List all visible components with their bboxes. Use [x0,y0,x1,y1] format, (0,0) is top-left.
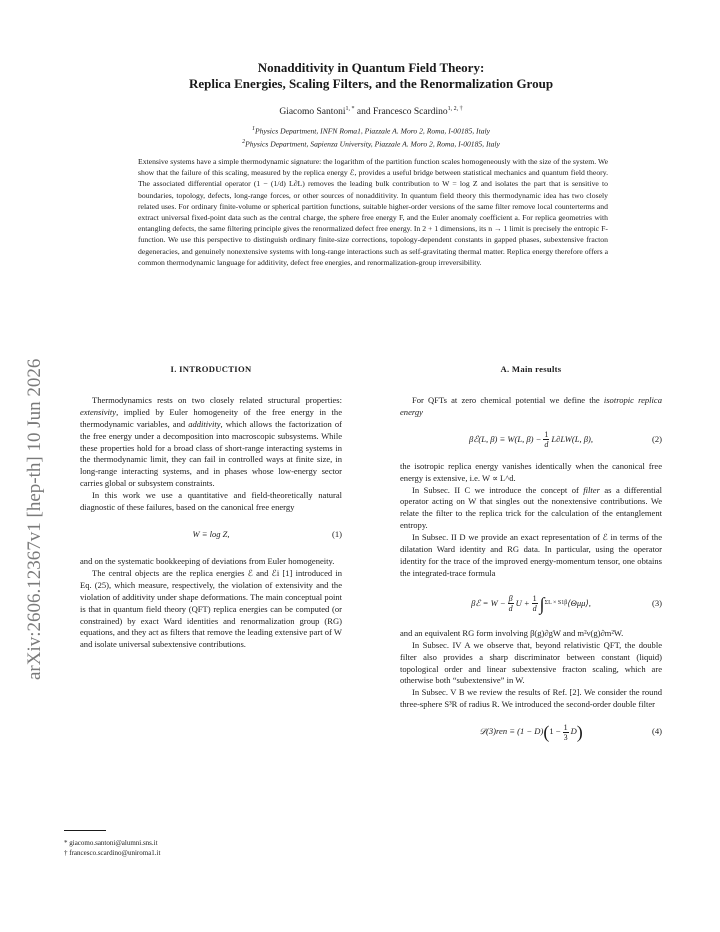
footnote-rule [64,830,106,831]
equation-4-number: (4) [652,726,662,737]
section-heading-introduction: I. INTRODUCTION [170,364,252,374]
footnote-email-2[interactable]: † francesco.scardino@uniroma1.it [64,849,161,857]
arxiv-identifier-stamp [12,260,52,700]
equation-2-number: (2) [652,433,662,444]
equation-2: βℰ(L, β) ≡ W(L, β) − $\frac{1}{d}$ L∂LW(L, β), (2) [468,430,662,450]
equation-4-fraction: $\frac{1}{3}$ [563,722,568,742]
title-line-2: Replica Energies, Scaling Filters, and the Renormalization Group [188,76,554,91]
equation-2-fraction: $\frac{1}{d}$ [544,430,549,450]
intro-paragraph-3: and on the systematic bookkeeping of deviations from Euler homogeneity. [80,555,335,566]
author-2: Francesco Scardino [373,107,448,118]
equation-1-body: W ≡ log Z, [192,529,230,540]
left-column [80,364,342,651]
equation-1 [80,524,342,546]
results-paragraph-4: In Subsec. II D we provide an exact representation of ℰ in terms of the dilatation Ward identity and RG data. In particular, using the operator identity for the trace of the improved energy-momentum tensor, one obtains the integrated-trace formula [400,532,662,578]
intro-paragraph-4: The central objects are the replica energies ℰ and ℰi [1] introduced in Eq. (25), which measure, respectively, the violation of extensivity and the violation of additivity under shape deformations. The main conceptual point is that in quantum field theory (QFT) replica energies can be computed (or constrained) by exact Ward identities and renormalization group (RG) equations, and they act as filters that remove the leading extensive part of W and isolate universal subextensive contributions. [80,567,342,650]
affiliation-1: $^1$Physics Department, INFN Roma1, Piazzale A. Moro 2, Roma, I-00185, Italy [252,126,490,136]
affiliations [128,124,614,149]
equation-3-fraction-2: $\frac{1}{d}$ [532,594,537,614]
equation-3: βℰ = W − $\frac{\beta}{d}$ U + $\frac{1}{d}$ ∫ ΣL × S1β ⟨Θμμ⟩, (3) [471,593,662,614]
subsection-heading-main-results: A. Main results [500,364,562,374]
results-paragraph-6: In Subsec. IV A we observe that, beyond relativistic QFT, the double filter also provides a sharp discriminator between constant (liquid) topological order and linear subextensive fracton scaling, which are otherwise both “subextensive” in W. [400,639,662,686]
equation-1-number: (1) [332,529,342,540]
arxiv-id-text: arXiv:2606.12367v1 [hep-th] 10 Jun 2026 [24,358,45,680]
equation-3-fraction-1: $\frac{\beta}{d}$ [508,594,513,614]
author-1: Giacomo Santoni [279,107,346,118]
integral-sign: ∫ [539,593,545,614]
footnote-email-1[interactable]: * giacomo.santoni@alumni.sns.it [64,839,158,847]
author-conjunction: and [354,107,374,118]
results-paragraph-2: the isotropic replica energy vanishes identically when the canonical free energy is extensive, i.e. W ∝ L^d. [400,460,662,483]
results-paragraph-1: For QFTs at zero chemical potential we define the isotropic replica energy [400,394,662,417]
results-paragraph-3: In Subsec. II C we introduce the concept of filter as a differential operator acting on W that singles out the nonextensive contributions. We relate the filter to the replica trick for the calculation of the entanglement entropy. [400,484,662,531]
results-paragraph-5: and an equivalent RG form involving β(g)∂gW and m²ν(g)∂m²W. [400,627,624,638]
abstract: Extensive systems have a simple thermodynamic signature: the logarithm of the partition function scales homogeneously with the size of the system. We show that the failure of this scaling, measured by the replica energy ℰ, provides a useful bridge between statistical mechanics and quantum field theory. The associated differential operator (1 − (1/d) L∂L) removes the leading bulk contribution to W = log Z and isolates the part that is sensitive to boundaries, topology, defects, long-range forces, or other sources of nonadditivity. In quantum field theory this thermodynamic idea has two closely related uses. For ordinary finite-volume or spherical partition functions, suitable higher-order versions of the same filter remove local counterterms and extract universal fixed-point data such as the central charge, the sphere free energy F, and the Euler anomaly coefficient a. For replica geometries with entangling defects, the same filtering principle gives the renormalized defect free energy. In 2 + 1 dimensions, its n → 1 limit is precisely the entropic F-function. We use this perspective to distinguish ordinary finite-size corrections, topology-dependent constants in gapped phases, subextensive fracton degeneracies, and genuinely nonextensive systems with long-range interactions such as self-gravitating thermal matter. Replica energy therefore offers a common thermodynamic language for additivity, defect free energies, and renormalization-group irreversibility. [138,157,608,267]
results-paragraph-7: In Subsec. V B we review the results of Ref. [2]. We consider the round three-sphere S³R of radius R. We introduced the second-order double filter [400,687,662,710]
intro-paragraph-1: Thermodynamics rests on two closely related structural properties: extensivity, implied by Euler homogeneity of the free energy in the thermodynamic variables, and additivity, which allows the factorization of the free energy under a decomposition into macroscopic subsystems. While these properties hold for a broad class of short-range interacting systems in the thermodynamic limit, they can fail in controlled ways at finite size, in long-range interacting systems, and in phases whose low-energy sector carries global or subsystem constraints. [80,394,342,489]
author-list [128,106,614,117]
author-2-mark: 1, 2, † [447,106,463,112]
footnotes [64,838,364,858]
title-line-1: Nonadditivity in Quantum Field Theory: [257,60,485,75]
intro-paragraph-2: In this work we use a quantitative and field-theoretically natural diagnostic of these failures, based on the canonical free energy [80,490,342,513]
integral-domain: ΣL × S1β [544,599,568,606]
equation-3-number: (3) [652,597,662,608]
paper-title [128,60,614,92]
equation-4: 𝒟(3)ren ≡ (1 − D) ( 1 − $\frac{1}{3}$ D ) (4) [479,722,662,743]
right-column [400,364,662,753]
affiliation-2: $^2$Physics Department, Sapienza University, Piazzale A. Moro 2, Roma, I-00185, Italy [242,138,500,149]
author-1-mark: 1, * [345,106,355,112]
